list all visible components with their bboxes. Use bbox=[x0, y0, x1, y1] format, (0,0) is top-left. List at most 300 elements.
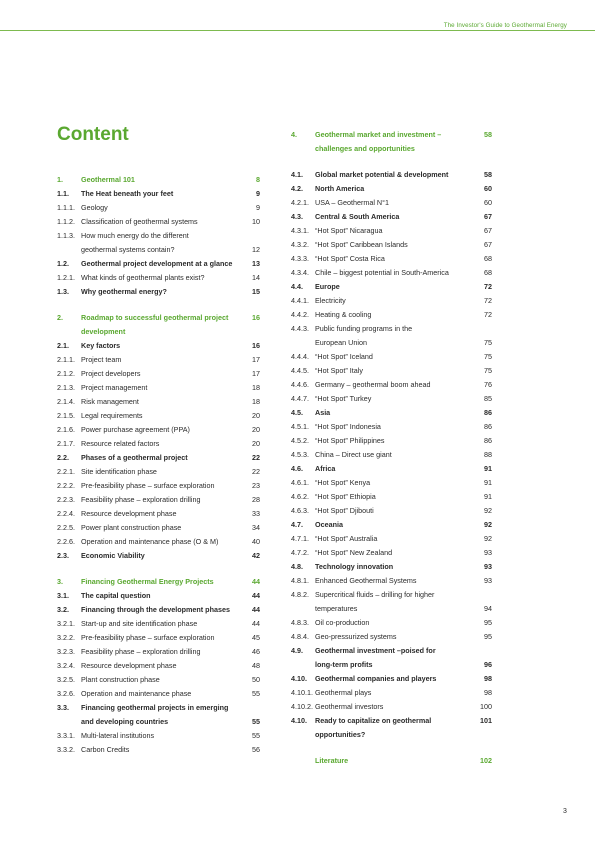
toc-entry[interactable] bbox=[57, 659, 260, 673]
toc-entry-number: 2.1.6. bbox=[57, 425, 75, 434]
toc-entry[interactable] bbox=[57, 353, 260, 367]
toc-entry-number: 1.1.1. bbox=[57, 203, 75, 212]
toc-entry-title: “Hot Spot” Iceland bbox=[315, 352, 373, 361]
toc-entry[interactable] bbox=[291, 294, 492, 308]
toc-entry[interactable] bbox=[291, 686, 492, 700]
toc-entry[interactable] bbox=[57, 229, 260, 243]
toc-entry[interactable] bbox=[57, 201, 260, 215]
toc-entry-title: Germany – geothermal boom ahead bbox=[315, 380, 431, 389]
toc-entry-page: 20 bbox=[252, 411, 260, 420]
toc-entry[interactable] bbox=[57, 535, 260, 549]
toc-entry-title: “Hot Spot” Australia bbox=[315, 534, 378, 543]
toc-entry-title: “Hot Spot” Turkey bbox=[315, 394, 372, 403]
toc-entry-number: 3.1. bbox=[57, 591, 69, 600]
toc-entry-page: 16 bbox=[252, 341, 260, 350]
page-title: Content bbox=[57, 124, 129, 145]
toc-entry[interactable] bbox=[291, 406, 492, 420]
toc-entry-title: Africa bbox=[315, 464, 336, 473]
toc-entry-title: Economic Viability bbox=[81, 551, 145, 560]
toc-entry[interactable] bbox=[291, 476, 492, 490]
toc-entry-number: 4.4.7. bbox=[291, 394, 309, 403]
toc-entry[interactable] bbox=[57, 367, 260, 381]
toc-entry[interactable] bbox=[291, 210, 492, 224]
toc-entry-title: The capital question bbox=[81, 591, 151, 600]
toc-entry-title: What kinds of geothermal plants exist? bbox=[81, 273, 205, 282]
toc-entry-title: Risk management bbox=[81, 397, 139, 406]
toc-entry-title: Pre-feasibility phase – surface exploration bbox=[81, 481, 215, 490]
toc-entry[interactable] bbox=[291, 714, 492, 728]
toc-entry-page: 68 bbox=[484, 254, 492, 263]
toc-entry-title: Enhanced Geothermal Systems bbox=[315, 576, 417, 585]
toc-entry-number: 4. bbox=[291, 130, 297, 139]
toc-entry-title: Financing through the development phases bbox=[81, 605, 230, 614]
toc-entry-number: 4.3.1. bbox=[291, 226, 309, 235]
toc-entry[interactable] bbox=[57, 575, 260, 589]
toc-entry[interactable] bbox=[57, 549, 260, 563]
toc-entry-number: 4.8.4. bbox=[291, 632, 309, 641]
toc-entry-page: 34 bbox=[252, 523, 260, 532]
toc-entry[interactable] bbox=[57, 521, 260, 535]
toc-entry-number: 4.6. bbox=[291, 464, 303, 473]
toc-entry-page: 48 bbox=[252, 661, 260, 670]
toc-entry-page: 86 bbox=[484, 436, 492, 445]
toc-entry-title: “Hot Spot” Kenya bbox=[315, 478, 371, 487]
toc-entry[interactable] bbox=[57, 285, 260, 299]
toc-entry[interactable] bbox=[291, 574, 492, 588]
toc-entry-number: 2.2.1. bbox=[57, 467, 75, 476]
toc-entry-title: Feasibility phase – exploration drilling bbox=[81, 647, 201, 656]
toc-entry-page: 85 bbox=[484, 394, 492, 403]
toc-entry-title: Financing geothermal projects in emerging bbox=[81, 703, 229, 712]
toc-entry-title: Public funding programs in the bbox=[315, 324, 413, 333]
toc-entry-title: How much energy do the different bbox=[81, 231, 189, 240]
toc-entry[interactable] bbox=[291, 504, 492, 518]
toc-entry-number: 2.3. bbox=[57, 551, 69, 560]
toc-entry[interactable] bbox=[291, 630, 492, 644]
toc-entry-page: 67 bbox=[484, 212, 492, 221]
toc-entry-number: 4.9. bbox=[291, 646, 303, 655]
toc-entry[interactable] bbox=[291, 420, 492, 434]
toc-entry-page: 45 bbox=[252, 633, 260, 642]
toc-entry-title: Literature bbox=[315, 756, 349, 765]
toc-entry-page: 91 bbox=[484, 464, 492, 473]
toc-entry-number: 4.6.3. bbox=[291, 506, 309, 515]
toc-entry-number: 4.10. bbox=[291, 716, 307, 725]
toc-entry-page: 91 bbox=[484, 478, 492, 487]
toc-entry-number: 1.3. bbox=[57, 287, 69, 296]
toc-entry[interactable] bbox=[57, 243, 260, 257]
toc-entry[interactable] bbox=[57, 479, 260, 493]
toc-entry-page: 12 bbox=[252, 245, 260, 254]
toc-entry-page: 98 bbox=[484, 674, 492, 683]
toc-entry-page: 72 bbox=[484, 310, 492, 319]
toc-entry-page: 98 bbox=[484, 688, 492, 697]
toc-entry[interactable] bbox=[57, 493, 260, 507]
toc-entry-number: 3.2.3. bbox=[57, 647, 75, 656]
toc-entry-page: 94 bbox=[484, 604, 492, 613]
toc-entry-title: Financing Geothermal Energy Projects bbox=[81, 577, 214, 586]
toc-entry-title: Carbon Credits bbox=[81, 745, 130, 754]
toc-entry[interactable] bbox=[291, 252, 492, 266]
toc-entry[interactable] bbox=[57, 395, 260, 409]
toc-entry-number: 2.2.4. bbox=[57, 509, 75, 518]
toc-entry[interactable] bbox=[291, 560, 492, 574]
toc-entry-number: 3.2.5. bbox=[57, 675, 75, 684]
toc-entry-page: 22 bbox=[252, 453, 260, 462]
toc-entry-page: 67 bbox=[484, 240, 492, 249]
toc-entry[interactable] bbox=[291, 700, 492, 714]
toc-entry-title: temperatures bbox=[315, 604, 358, 613]
toc-entry[interactable] bbox=[57, 311, 260, 339]
toc-entry[interactable] bbox=[291, 434, 492, 448]
toc-entry-number: 4.4.4. bbox=[291, 352, 309, 361]
toc-entry-number: 4.6.1. bbox=[291, 478, 309, 487]
toc-entry-page: 22 bbox=[252, 467, 260, 476]
toc-entry-page: 42 bbox=[252, 551, 260, 560]
toc-entry[interactable] bbox=[57, 687, 260, 701]
toc-entry-number: 4.4.6. bbox=[291, 380, 309, 389]
toc-entry-page: 9 bbox=[256, 203, 260, 212]
toc-entry-page: 96 bbox=[484, 660, 492, 669]
toc-entry-number: 3. bbox=[57, 577, 63, 586]
toc-entry[interactable] bbox=[291, 448, 492, 462]
toc-entry-title: Resource related factors bbox=[81, 439, 160, 448]
toc-entry-page: 33 bbox=[252, 509, 260, 518]
toc-entry-page: 23 bbox=[252, 481, 260, 490]
toc-entry-number: 4.2.1. bbox=[291, 198, 309, 207]
toc-entry-page: 102 bbox=[480, 756, 492, 765]
toc-entry-page: 10 bbox=[252, 217, 260, 226]
toc-entry[interactable] bbox=[57, 631, 260, 645]
toc-entry-number: 4.8.3. bbox=[291, 618, 309, 627]
toc-entry[interactable] bbox=[291, 392, 492, 406]
toc-entry-title: Technology innovation bbox=[315, 562, 394, 571]
toc-entry-number: 2.2.3. bbox=[57, 495, 75, 504]
toc-entry-number: 1.1.2. bbox=[57, 217, 75, 226]
toc-entry-number: 3.2. bbox=[57, 605, 69, 614]
toc-entry-title: European Union bbox=[315, 338, 367, 347]
toc-entry-page: 75 bbox=[484, 366, 492, 375]
toc-entry-page: 28 bbox=[252, 495, 260, 504]
toc-entry-number: 4.7.1. bbox=[291, 534, 309, 543]
toc-entry[interactable] bbox=[57, 715, 260, 729]
toc-entry-title: Roadmap to successful geothermal project development bbox=[81, 313, 229, 336]
toc-entry-number: 1.1.3. bbox=[57, 231, 75, 240]
toc-entry-title: Resource development phase bbox=[81, 509, 177, 518]
toc-entry-title: Geo-pressurized systems bbox=[315, 632, 397, 641]
toc-entry-number: 4.5.2. bbox=[291, 436, 309, 445]
toc-entry-page: 20 bbox=[252, 439, 260, 448]
toc-entry[interactable] bbox=[57, 423, 260, 437]
toc-entry-title: Asia bbox=[315, 408, 331, 417]
toc-entry-number: 4.5.3. bbox=[291, 450, 309, 459]
toc-entry-page: 92 bbox=[484, 506, 492, 515]
toc-entry-number: 4.8. bbox=[291, 562, 303, 571]
toc-entry-title: Classification of geothermal systems bbox=[81, 217, 198, 226]
toc-entry-title: Ready to capitalize on geothermal bbox=[315, 716, 432, 725]
toc-entry[interactable] bbox=[57, 743, 260, 757]
toc-entry-page: 92 bbox=[484, 534, 492, 543]
toc-entry-title: Oceania bbox=[315, 520, 343, 529]
toc-entry-number: 1.1. bbox=[57, 189, 69, 198]
toc-entry-title: Central & South America bbox=[315, 212, 400, 221]
toc-entry-title: Phases of a geothermal project bbox=[81, 453, 188, 462]
toc-entry-title: Geothermal 101 bbox=[81, 175, 135, 184]
toc-entry[interactable] bbox=[291, 308, 492, 322]
toc-entry[interactable] bbox=[291, 280, 492, 294]
toc-entry[interactable] bbox=[57, 645, 260, 659]
toc-entry-number: 4.2. bbox=[291, 184, 303, 193]
toc-entry-number: 3.2.4. bbox=[57, 661, 75, 670]
toc-entry-title: “Hot Spot” Indonesia bbox=[315, 422, 381, 431]
toc-entry[interactable] bbox=[57, 617, 260, 631]
toc-entry-page: 88 bbox=[484, 450, 492, 459]
toc-entry-number: 4.3.2. bbox=[291, 240, 309, 249]
toc-entry[interactable] bbox=[291, 490, 492, 504]
toc-entry-title: The Heat beneath your feet bbox=[81, 189, 174, 198]
toc-entry[interactable] bbox=[57, 339, 260, 353]
toc-entry[interactable] bbox=[57, 187, 260, 201]
toc-entry-number: 4.6.2. bbox=[291, 492, 309, 501]
toc-entry[interactable] bbox=[57, 451, 260, 465]
toc-entry-page: 18 bbox=[252, 397, 260, 406]
toc-entry-page: 91 bbox=[484, 492, 492, 501]
toc-entry-number: 3.3. bbox=[57, 703, 69, 712]
toc-entry[interactable] bbox=[291, 350, 492, 364]
toc-entry[interactable] bbox=[57, 673, 260, 687]
toc-entry-title: Project developers bbox=[81, 369, 141, 378]
toc-entry-number: 4.5. bbox=[291, 408, 303, 417]
toc-entry-title: Operation and maintenance phase bbox=[81, 689, 192, 698]
toc-entry-number: 4.4. bbox=[291, 282, 303, 291]
toc-entry-page: 55 bbox=[252, 731, 260, 740]
toc-entry[interactable] bbox=[291, 128, 492, 156]
toc-entry-page: 14 bbox=[252, 273, 260, 282]
toc-entry-title: Geothermal investors bbox=[315, 702, 384, 711]
toc-entry[interactable] bbox=[291, 518, 492, 532]
toc-entry-page: 50 bbox=[252, 675, 260, 684]
toc-entry-number: 4.4.5. bbox=[291, 366, 309, 375]
toc-entry-number: 2.2.6. bbox=[57, 537, 75, 546]
toc-entry-page: 93 bbox=[484, 576, 492, 585]
toc-entry-title: “Hot Spot” Ethiopia bbox=[315, 492, 376, 501]
toc-entry[interactable] bbox=[57, 465, 260, 479]
toc-entry[interactable] bbox=[57, 381, 260, 395]
toc-entry-title: Site identification phase bbox=[81, 467, 157, 476]
toc-entry[interactable] bbox=[57, 409, 260, 423]
toc-entry-title: Supercritical fluids – drilling for higher bbox=[315, 590, 435, 599]
toc-entry-page: 44 bbox=[252, 577, 260, 586]
toc-entry-title: Project management bbox=[81, 383, 148, 392]
toc-entry-number: 4.7. bbox=[291, 520, 303, 529]
toc-entry-title: Oil co-production bbox=[315, 618, 370, 627]
running-header: The Investor's Guide to Geothermal Energy bbox=[443, 22, 567, 29]
toc-entry-title: Geothermal investment –poised for bbox=[315, 646, 436, 655]
toc-entry-title: Why geothermal energy? bbox=[81, 287, 167, 296]
toc-entry-title: Legal requirements bbox=[81, 411, 143, 420]
toc-entry-number: 2.1. bbox=[57, 341, 69, 350]
toc-entry[interactable] bbox=[291, 266, 492, 280]
toc-entry-page: 95 bbox=[484, 618, 492, 627]
toc-entry-number: 4.4.1. bbox=[291, 296, 309, 305]
toc-entry-title: Electricity bbox=[315, 296, 346, 305]
toc-entry-page: 44 bbox=[252, 591, 260, 600]
toc-entry-number: 3.3.1. bbox=[57, 731, 75, 740]
toc-entry-number: 4.8.2. bbox=[291, 590, 309, 599]
toc-entry-title: long-term profits bbox=[315, 660, 373, 669]
toc-entry-number: 2.1.2. bbox=[57, 369, 75, 378]
toc-entry-title: Global market potential & development bbox=[315, 170, 449, 179]
toc-entry[interactable] bbox=[57, 173, 260, 187]
toc-entry-number: 4.1. bbox=[291, 170, 303, 179]
toc-entry-title: Geothermal companies and players bbox=[315, 674, 437, 683]
toc-entry[interactable] bbox=[57, 701, 260, 715]
toc-entry-page: 13 bbox=[252, 259, 260, 268]
toc-entry-title: “Hot Spot” Philippines bbox=[315, 436, 385, 445]
toc-entry-title: Resource development phase bbox=[81, 661, 177, 670]
toc-entry-page: 18 bbox=[252, 383, 260, 392]
toc-entry-title: USA – Geothermal N°1 bbox=[315, 198, 389, 207]
toc-entry[interactable] bbox=[291, 168, 492, 182]
toc-entry-number: 2. bbox=[57, 313, 63, 322]
toc-entry-page: 75 bbox=[484, 338, 492, 347]
toc-entry-number: 2.1.1. bbox=[57, 355, 75, 364]
toc-entry-number: 4.8.1. bbox=[291, 576, 309, 585]
toc-entry-page: 55 bbox=[252, 717, 260, 726]
toc-entry-page: 101 bbox=[480, 716, 492, 725]
toc-entry-page: 46 bbox=[252, 647, 260, 656]
toc-entry[interactable] bbox=[291, 672, 492, 686]
toc-entry-title: Power plant construction phase bbox=[81, 523, 182, 532]
toc-entry-page: 60 bbox=[484, 184, 492, 193]
toc-entry[interactable] bbox=[291, 238, 492, 252]
toc-entry-page: 86 bbox=[484, 408, 492, 417]
toc-entry[interactable] bbox=[57, 257, 260, 271]
toc-entry-title: “Hot Spot” Costa Rica bbox=[315, 254, 385, 263]
toc-entry[interactable] bbox=[291, 754, 492, 768]
toc-entry-page: 56 bbox=[252, 745, 260, 754]
toc-entry-title: Chile – biggest potential in South-America bbox=[315, 268, 449, 277]
toc-entry[interactable] bbox=[57, 589, 260, 603]
toc-entry-title: “Hot Spot” Djibouti bbox=[315, 506, 374, 515]
toc-column-right bbox=[291, 128, 492, 768]
toc-entry-page: 92 bbox=[484, 520, 492, 529]
toc-entry-title: China – Direct use giant bbox=[315, 450, 392, 459]
toc-entry[interactable] bbox=[291, 224, 492, 238]
toc-entry-page: 67 bbox=[484, 226, 492, 235]
toc-entry[interactable] bbox=[291, 546, 492, 560]
toc-entry[interactable] bbox=[57, 271, 260, 285]
toc-entry-number: 2.2.5. bbox=[57, 523, 75, 532]
toc-entry[interactable] bbox=[57, 603, 260, 617]
toc-entry[interactable] bbox=[291, 616, 492, 630]
toc-entry[interactable] bbox=[57, 215, 260, 229]
toc-entry[interactable] bbox=[291, 658, 492, 672]
toc-entry-page: 72 bbox=[484, 282, 492, 291]
toc-entry-number: 4.3.4. bbox=[291, 268, 309, 277]
toc-entry-page: 58 bbox=[484, 130, 492, 139]
toc-entry-number: 4.3.3. bbox=[291, 254, 309, 263]
toc-entry-title: Pre-feasibility phase – surface exploration bbox=[81, 633, 215, 642]
toc-entry-number: 4.10. bbox=[291, 674, 307, 683]
header-rule bbox=[0, 30, 595, 31]
toc-entry-number: 2.1.7. bbox=[57, 439, 75, 448]
toc-entry-page: 72 bbox=[484, 296, 492, 305]
toc-entry-page: 95 bbox=[484, 632, 492, 641]
toc-entry-page: 15 bbox=[252, 287, 260, 296]
toc-entry-title: Key factors bbox=[81, 341, 121, 350]
toc-entry[interactable] bbox=[291, 462, 492, 476]
toc-entry-title: opportunities? bbox=[315, 730, 366, 739]
toc-entry-number: 4.10.1. bbox=[291, 688, 313, 697]
toc-entry-number: 1.2. bbox=[57, 259, 69, 268]
toc-entry[interactable] bbox=[291, 182, 492, 196]
toc-entry-page: 9 bbox=[256, 189, 260, 198]
toc-entry-title: Project team bbox=[81, 355, 122, 364]
toc-entry[interactable] bbox=[291, 336, 492, 350]
toc-entry-page: 17 bbox=[252, 369, 260, 378]
toc-entry-page: 16 bbox=[252, 313, 260, 322]
toc-entry[interactable] bbox=[291, 322, 492, 336]
toc-entry-number: 4.5.1. bbox=[291, 422, 309, 431]
toc-entry-title: Plant construction phase bbox=[81, 675, 160, 684]
toc-entry-number: 4.10.2. bbox=[291, 702, 313, 711]
toc-entry-page: 75 bbox=[484, 352, 492, 361]
toc-entry-title: North America bbox=[315, 184, 365, 193]
toc-entry-title: and developing countries bbox=[81, 717, 169, 726]
toc-entry[interactable] bbox=[291, 644, 492, 658]
toc-entry-number: 3.2.2. bbox=[57, 633, 75, 642]
toc-entry-number: 3.2.1. bbox=[57, 619, 75, 628]
toc-entry-title: geothermal systems contain? bbox=[81, 245, 175, 254]
toc-entry-page: 17 bbox=[252, 355, 260, 364]
toc-entry-title: Multi-lateral institutions bbox=[81, 731, 155, 740]
toc-entry[interactable] bbox=[57, 729, 260, 743]
toc-entry[interactable] bbox=[291, 378, 492, 392]
toc-entry-number: 2.2.2. bbox=[57, 481, 75, 490]
toc-entry-page: 40 bbox=[252, 537, 260, 546]
toc-entry-title: Heating & cooling bbox=[315, 310, 372, 319]
toc-entry-title: Operation and maintenance phase (O & M) bbox=[81, 537, 219, 546]
toc-entry-page: 68 bbox=[484, 268, 492, 277]
toc-entry[interactable] bbox=[57, 507, 260, 521]
toc-entry-title: Geothermal plays bbox=[315, 688, 372, 697]
toc-entry[interactable] bbox=[291, 602, 492, 616]
toc-entry-title: Start-up and site identification phase bbox=[81, 619, 198, 628]
toc-entry-title: Geothermal market and investment – challenges and opportunities bbox=[315, 130, 442, 153]
toc-entry-page: 93 bbox=[484, 562, 492, 571]
toc-entry-number: 2.1.4. bbox=[57, 397, 75, 406]
toc-entry-title: Europe bbox=[315, 282, 340, 291]
toc-entry[interactable] bbox=[291, 532, 492, 546]
toc-entry-number: 4.3. bbox=[291, 212, 303, 221]
toc-entry-title: “Hot Spot” Italy bbox=[315, 366, 363, 375]
toc-entry[interactable] bbox=[291, 588, 492, 602]
toc-entry-number: 4.7.2. bbox=[291, 548, 309, 557]
toc-entry[interactable] bbox=[57, 437, 260, 451]
toc-entry-number: 1. bbox=[57, 175, 63, 184]
toc-entry-title: Geology bbox=[81, 203, 108, 212]
toc-entry-page: 93 bbox=[484, 548, 492, 557]
toc-entry-title: “Hot Spot” Caribbean Islands bbox=[315, 240, 408, 249]
toc-entry-page: 8 bbox=[256, 175, 260, 184]
toc-entry-title: “Hot Spot” Nicaragua bbox=[315, 226, 383, 235]
toc-entry[interactable] bbox=[291, 364, 492, 378]
toc-entry-number: 1.2.1. bbox=[57, 273, 75, 282]
toc-entry-number: 3.2.6. bbox=[57, 689, 75, 698]
toc-entry[interactable] bbox=[291, 196, 492, 210]
toc-entry[interactable] bbox=[291, 728, 492, 742]
